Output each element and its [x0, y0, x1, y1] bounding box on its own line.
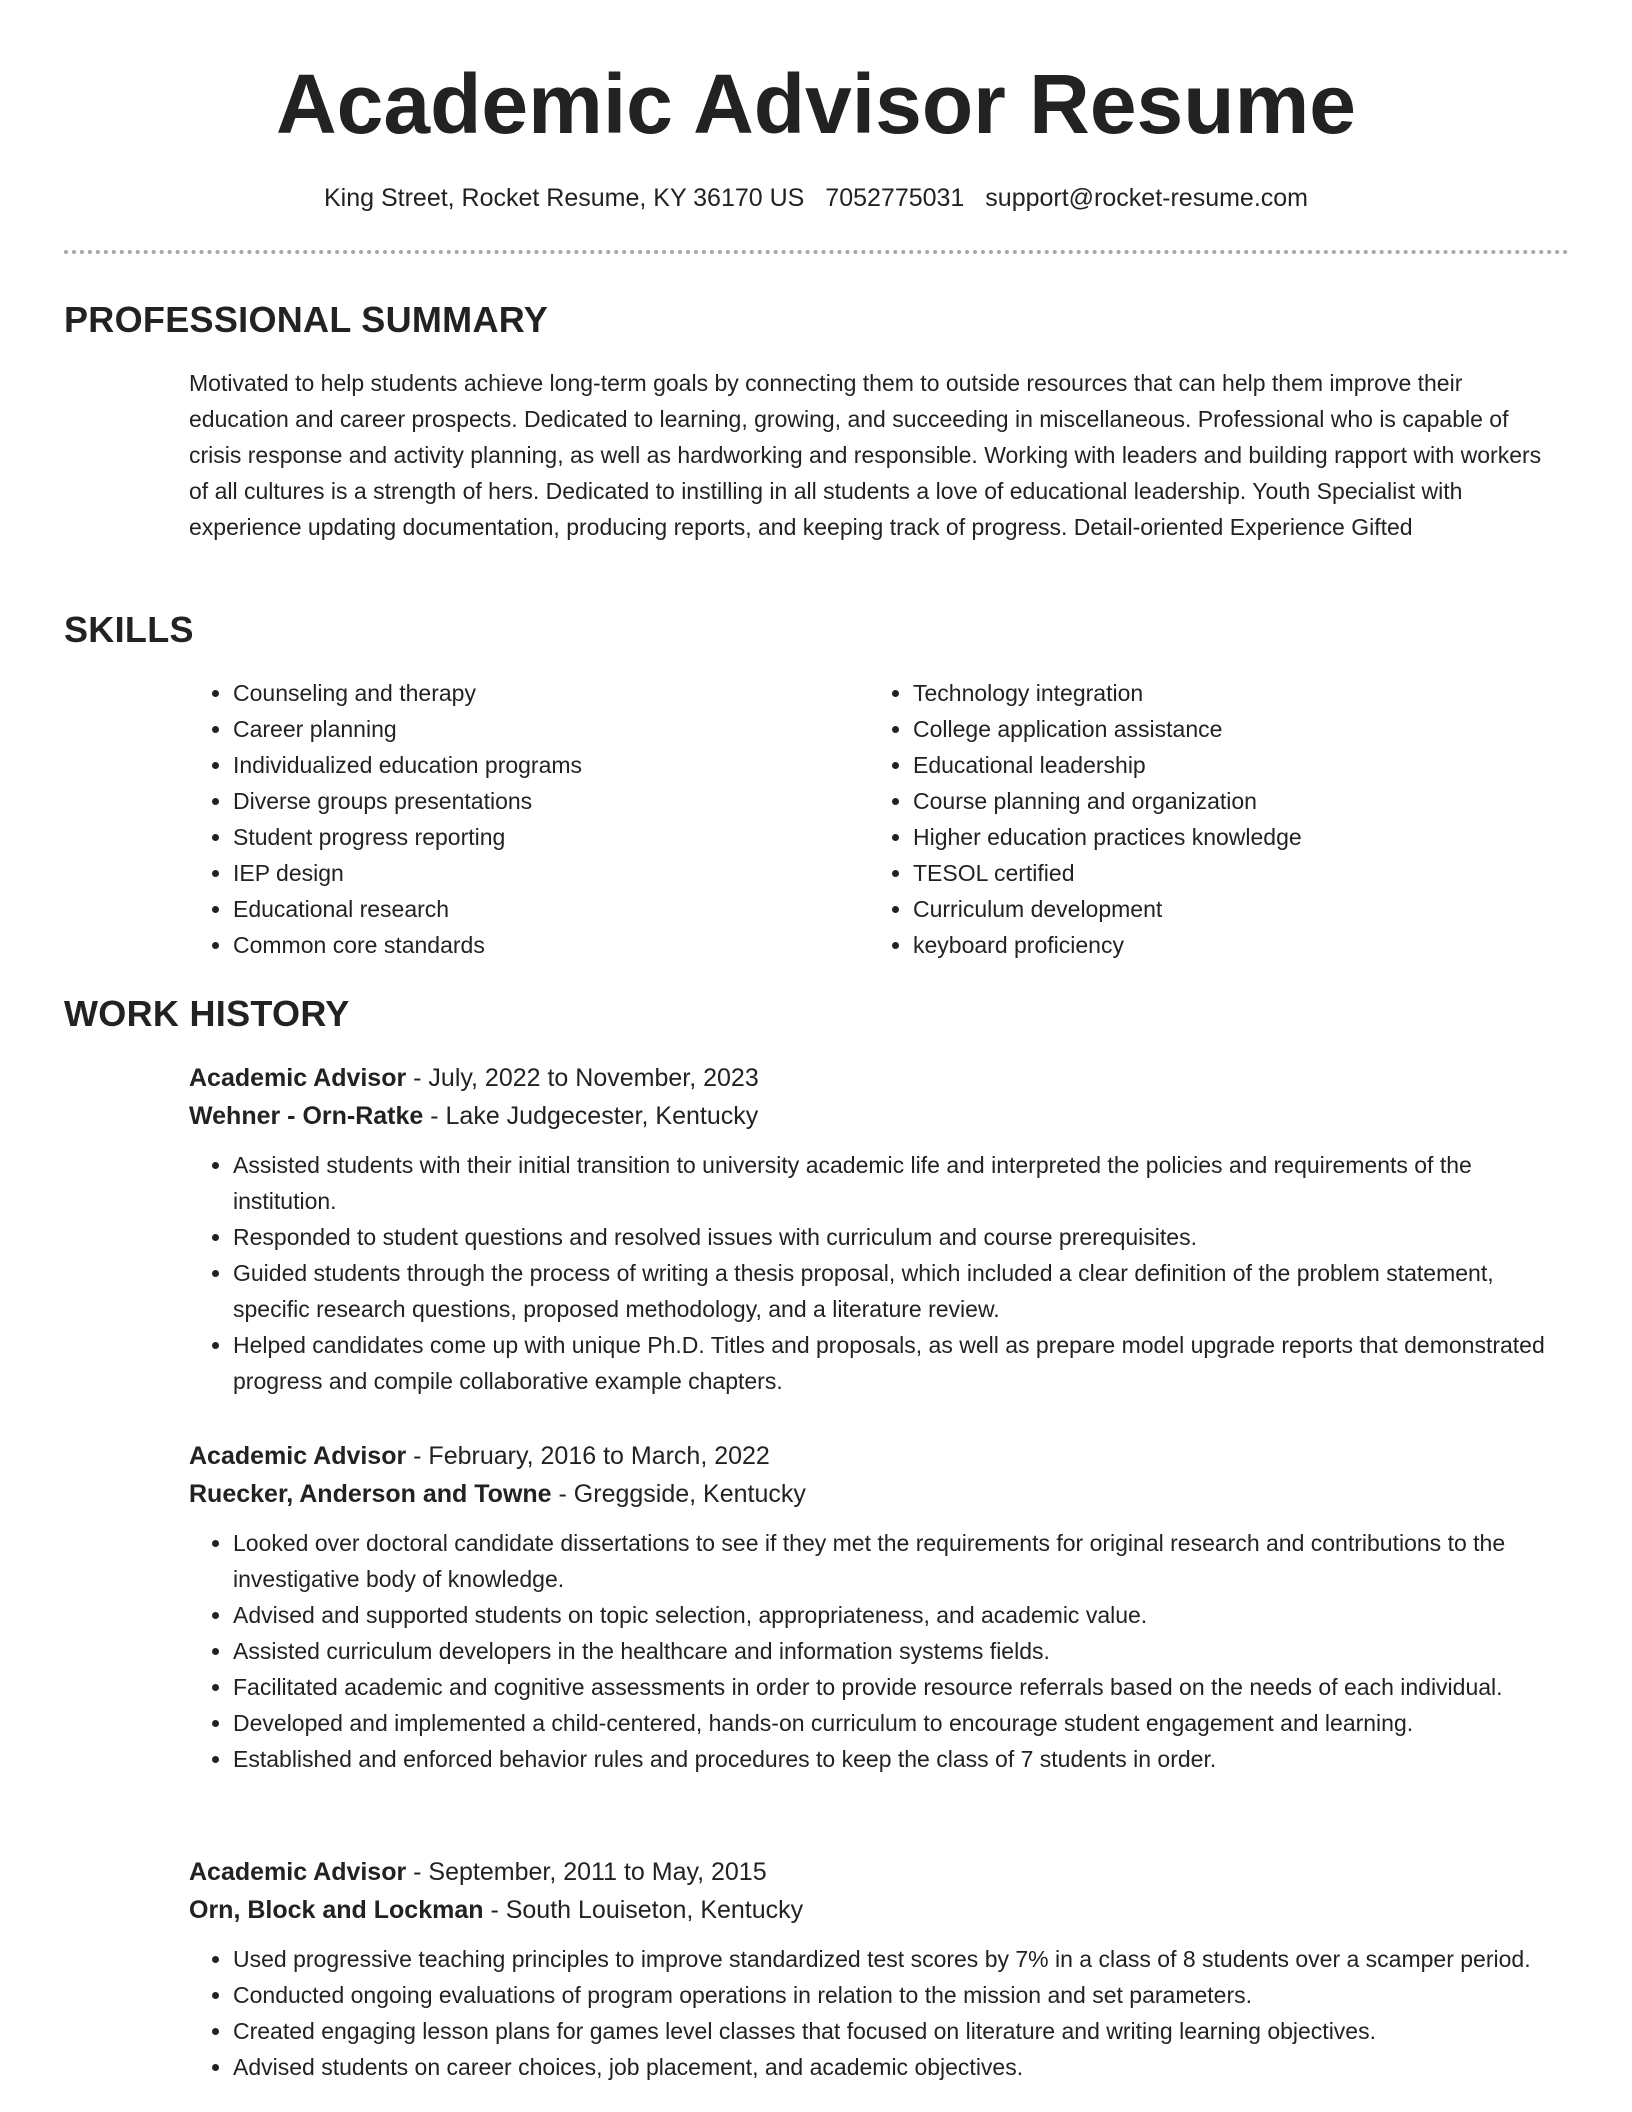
- job-dates: - September, 2011 to May, 2015: [406, 1858, 767, 1886]
- skill-item: • Common core standards: [233, 927, 829, 963]
- job-title-line: [189, 1437, 1559, 1475]
- job-title-line: [189, 1059, 1559, 1097]
- skill-item: • keyboard proficiency: [913, 927, 1509, 963]
- job-duty-item: • Used progressive teaching principles to improve standardized test scores by 7% in a class of 8 students over a scamper period.: [233, 1941, 1559, 1977]
- skill-item: • Educational research: [233, 891, 829, 927]
- job-duty-item: • Advised and supported students on topic selection, appropriateness, and academic value.: [233, 1597, 1559, 1633]
- skill-item: • College application assistance: [913, 711, 1509, 747]
- job-entry: [189, 1059, 1559, 1399]
- job-location: - Greggside, Kentucky: [551, 1480, 806, 1508]
- skill-item: • Course planning and organization: [913, 783, 1509, 819]
- job-title: Academic Advisor: [189, 1858, 407, 1886]
- skill-item: • Student progress reporting: [233, 819, 829, 855]
- skill-item: • Individualized education programs: [233, 747, 829, 783]
- job-company: Ruecker, Anderson and Towne: [189, 1480, 552, 1508]
- job-duties: [189, 1525, 1559, 1777]
- job-duties: [189, 1941, 1559, 2085]
- skill-item: • IEP design: [233, 855, 829, 891]
- job-duty-item: • Developed and implemented a child-centered, hands-on curriculum to encourage student engagement and learning.: [233, 1705, 1559, 1741]
- job-duty-item: • Created engaging lesson plans for games level classes that focused on literature and writing learning objectives.: [233, 2013, 1559, 2049]
- job-company-line: [189, 1891, 1559, 1929]
- summary-text: Motivated to help students achieve long-term goals by connecting them to outside resources that can help them improve their education and career prospects. Dedicated to learning, growing, and succeeding in miscellaneous. Professional who is capable of crisis response and activity planning, as well as hardworking and responsible. Working with leaders and building rapport with workers of all cultures is a strength of hers. Dedicated to instilling in all students a love of educational leadership. Youth Specialist with experience updating documentation, producing reports, and keeping track of progress. Detail-oriented Experience Gifted: [189, 370, 1542, 540]
- work-history-heading: WORK HISTORY: [64, 993, 350, 1034]
- job-duty-item: • Looked over doctoral candidate dissertations to see if they met the requirements for original research and contributions to the investigative body of knowledge.: [233, 1525, 1559, 1597]
- contact-address: King Street, Rocket Resume, KY 36170 US: [323, 184, 805, 212]
- job-entry: [189, 1437, 1559, 1777]
- job-duty-item: • Advised students on career choices, job placement, and academic objectives.: [233, 2049, 1559, 2085]
- job-duty-item: • Responded to student questions and resolved issues with curriculum and course prerequisites.: [233, 1219, 1559, 1255]
- skill-item: • Counseling and therapy: [233, 675, 829, 711]
- job-duty-item: • Assisted curriculum developers in the healthcare and information systems fields.: [233, 1633, 1559, 1669]
- job-title: Academic Advisor: [189, 1442, 407, 1470]
- contact-phone: 7052775031: [825, 184, 965, 212]
- job-duty-item: • Conducted ongoing evaluations of program operations in relation to the mission and set parameters.: [233, 1977, 1559, 2013]
- skills-list-left: [189, 675, 829, 963]
- skill-item: • Career planning: [233, 711, 829, 747]
- contact-email: support@rocket-resume.com: [985, 184, 1309, 212]
- resume-title: Academic Advisor Resume: [276, 57, 1356, 151]
- job-location: - South Louiseton, Kentucky: [483, 1896, 804, 1924]
- job-location: - Lake Judgecester, Kentucky: [423, 1102, 759, 1130]
- job-dates: - February, 2016 to March, 2022: [406, 1442, 770, 1470]
- job-company: Wehner - Orn-Ratke: [189, 1102, 424, 1130]
- skill-item: • Curriculum development: [913, 891, 1509, 927]
- job-duty-item: • Guided students through the process of writing a thesis proposal, which included a clear definition of the problem statement, specific research questions, proposed methodology, and a literature review.: [233, 1255, 1559, 1327]
- summary-heading: PROFESSIONAL SUMMARY: [64, 299, 549, 340]
- skills-heading: SKILLS: [64, 609, 194, 650]
- job-duty-item: • Assisted students with their initial transition to university academic life and interpreted the policies and requirements of the institution.: [233, 1147, 1559, 1219]
- job-company-line: [189, 1475, 1559, 1513]
- job-entry: [189, 1853, 1559, 2085]
- job-company-line: [189, 1097, 1559, 1135]
- skill-item: • Technology integration: [913, 675, 1509, 711]
- skill-item: • TESOL certified: [913, 855, 1509, 891]
- job-title-line: [189, 1853, 1559, 1891]
- skill-item: • Diverse groups presentations: [233, 783, 829, 819]
- contact-info: [0, 180, 1632, 216]
- skills-list-right: [869, 675, 1509, 963]
- header-divider: [64, 250, 1569, 254]
- job-duty-item: • Helped candidates come up with unique Ph.D. Titles and proposals, as well as prepare model upgrade reports that demonstrated progress and compile collaborative example chapters.: [233, 1327, 1559, 1399]
- job-duty-item: • Established and enforced behavior rules and procedures to keep the class of 7 students in order.: [233, 1741, 1559, 1777]
- job-dates: - July, 2022 to November, 2023: [406, 1064, 759, 1092]
- job-duty-item: • Facilitated academic and cognitive assessments in order to provide resource referrals based on the needs of each individual.: [233, 1669, 1559, 1705]
- job-duties: [189, 1147, 1559, 1399]
- skill-item: • Higher education practices knowledge: [913, 819, 1509, 855]
- job-title: Academic Advisor: [189, 1064, 407, 1092]
- job-company: Orn, Block and Lockman: [189, 1896, 484, 1924]
- skill-item: • Educational leadership: [913, 747, 1509, 783]
